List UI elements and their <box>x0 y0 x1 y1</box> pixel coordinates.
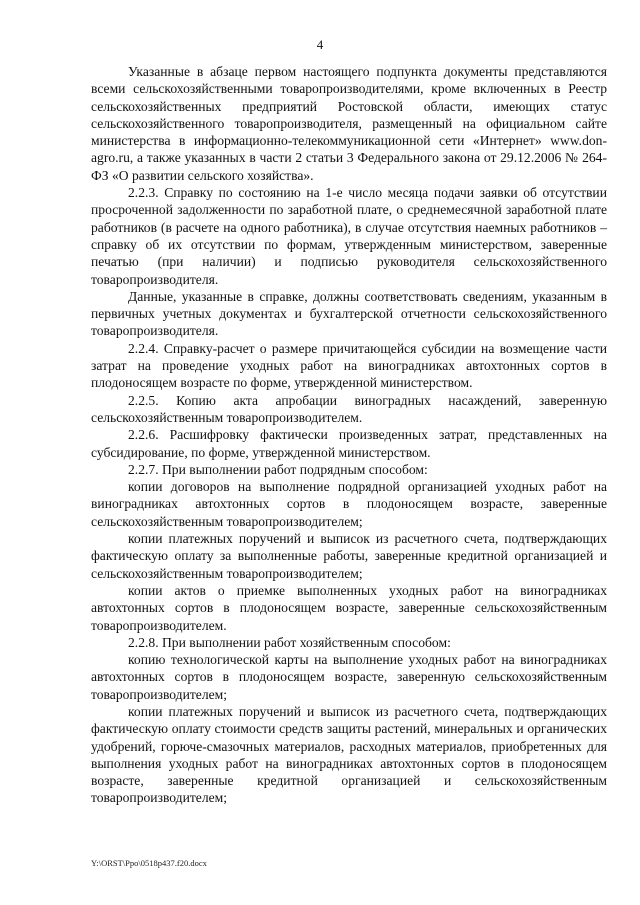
document-body <box>91 63 607 807</box>
paragraph-2-2-3: 2.2.3. Справку по состоянию на 1-е число месяца подачи заявки об отсутствии просроченной задолженности по заработной плате, о среднемесячной заработной плате работников (в расчете на одного работника), в случае отсутствия наемных работников – справку об их отсутствии по формам, утвержденным министерством, заверенные печатью (при наличии) и подписью руководителя сельскохозяйственного товаропроизводителя. <box>91 185 607 287</box>
paragraph-2-2-8: 2.2.8. При выполнении работ хозяйственным способом: <box>128 634 451 650</box>
paragraph-2-2-7: 2.2.7. При выполнении работ подрядным способом: <box>128 461 428 477</box>
paragraph-documents-note: Указанные в абзаце первом настоящего подпункта документы представляются всеми сельскохозяйственными товаропроизводителями, кроме включенных в Реестр сельскохозяйственных предприятий Ростовской области, имеющих статус сельскохозяйственного товаропроизводителя, размещенный на официальном сайте министерства в информационно-телекоммуникационной сети «Интернет» www.don-agro.ru, а также указанных в части 2 статьи 3 Федерального закона от 29.12.2006 № 264-ФЗ «О развитии сельского хозяйства». <box>91 64 607 183</box>
paragraph-contract-copies: копии договоров на выполнение подрядной организацией уходных работ на виноградниках автохтонных сортов в плодоносящем возрасте, заверенные сельскохозяйственным товаропроизводителем; <box>91 479 607 529</box>
paragraph-payment-copies-contract: копии платежных поручений и выписок из расчетного счета, подтверждающих фактическую оплату за выполненные работы, заверенные кредитной организацией и сельскохозяйственным товаропроизводителем; <box>91 531 607 581</box>
paragraph-certificate-data: Данные, указанные в справке, должны соответствовать сведениям, указанным в первичных учетных документах и бухгалтерской отчетности сельскохозяйственного товаропроизводителя. <box>91 288 607 339</box>
paragraph-acceptance-acts: копии актов о приемке выполненных уходных работ на виноградниках автохтонных сортов в плодоносящем возрасте, заверенные сельскохозяйственным товаропроизводителем. <box>91 582 607 633</box>
footer-file-path: Y:\ORST\Ppo\0518p437.f20.docx <box>91 858 207 868</box>
paragraph-2-2-6: 2.2.6. Расшифровку фактически произведенных затрат, представленных на субсидирование, по форме, утвержденной министерством. <box>91 427 607 460</box>
paragraph-tech-card-copy: копию технологической карты на выполнение уходных работ на виноградниках автохтонных сортов в плодоносящем возрасте, заверенную сельскохозяйственным товаропроизводителем; <box>91 652 607 702</box>
paragraph-payment-copies-own: копии платежных поручений и выписок из расчетного счета, подтверждающих фактическую оплату стоимости средств защиты растений, минеральных и органических удобрений, горюче-смазочных материалов, расходных материалов, приобретенных для выполнения уходных работ на виноградниках автохтонных сортов в плодоносящем возрасте, заверенные кредитной организацией и сельскохозяйственным товаропроизводителем; <box>91 703 607 806</box>
page-number: 4 <box>316 37 324 52</box>
paragraph-2-2-5: 2.2.5. Копию акта апробации виноградных насаждений, заверенную сельскохозяйственным товаропроизводителем. <box>91 392 607 425</box>
paragraph-2-2-4: 2.2.4. Справку-расчет о размере причитающейся субсидии на возмещение части затрат на проведение уходных работ на виноградниках автохтонных сортов в плодоносящем возрасте по форме, утвержденной министерством. <box>91 340 607 391</box>
